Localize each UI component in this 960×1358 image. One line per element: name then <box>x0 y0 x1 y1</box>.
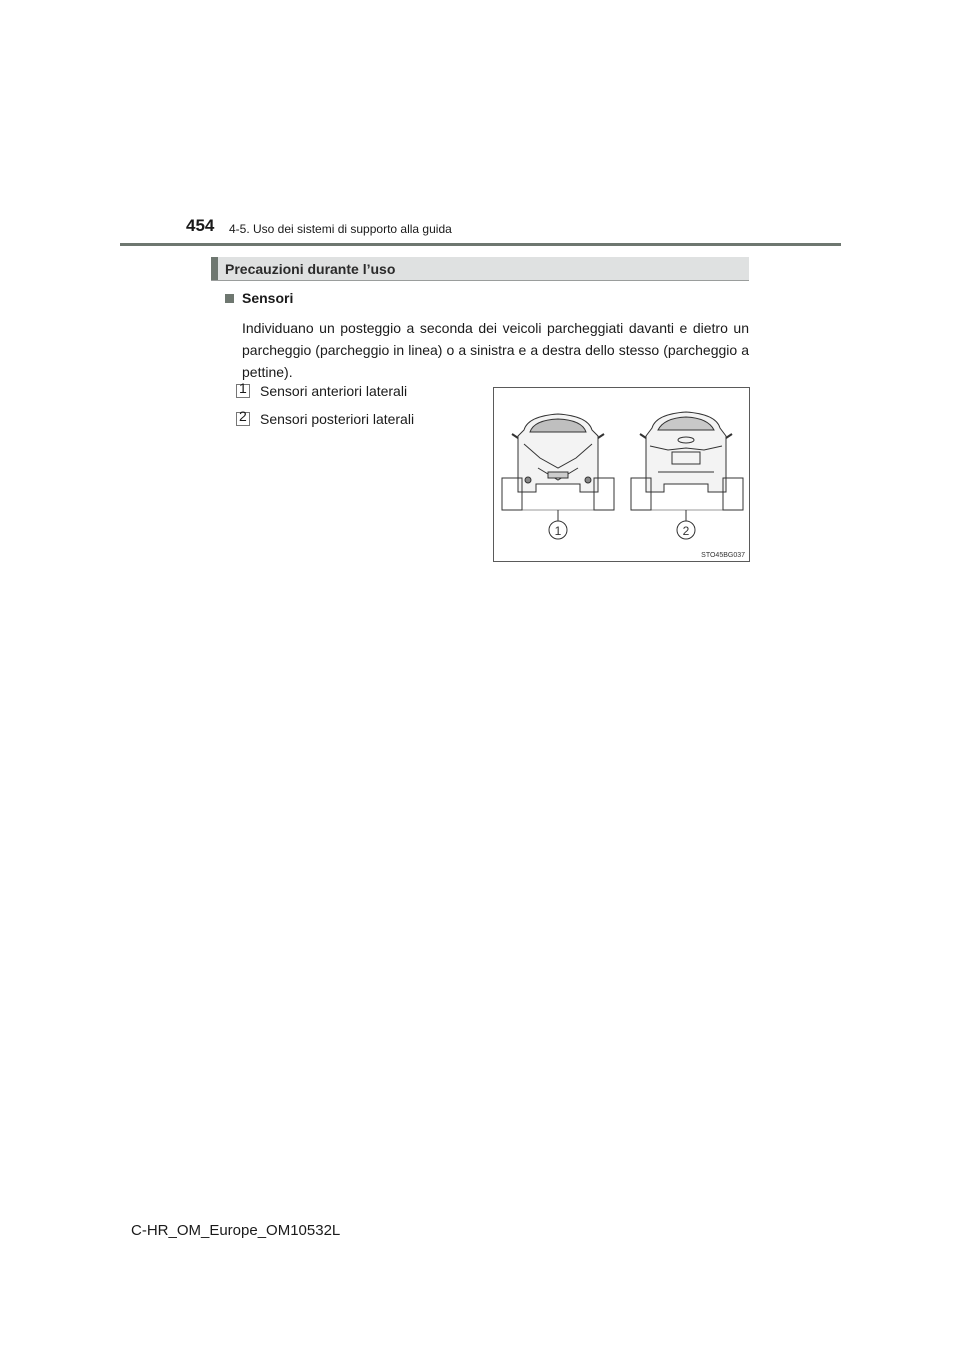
body-paragraph: Individuano un posteggio a seconda dei veicoli parcheggiati davanti e dietro un parcheggio (parcheggio in linea) o a sinistra e a destra dello stesso (parcheggio a pettine). <box>242 320 749 380</box>
legend-label: Sensori anteriori laterali <box>260 383 408 399</box>
car-illustration <box>494 388 751 563</box>
number-badge-icon: 1 <box>236 384 250 398</box>
front-car-illustration <box>512 414 604 492</box>
number-badge-icon: 2 <box>236 412 250 426</box>
section-title: Precauzioni durante l’uso <box>225 261 396 277</box>
subheading <box>225 290 293 306</box>
running-header: 4-5. Uso dei sistemi di supporto alla guida <box>229 222 452 236</box>
page-number: 454 <box>186 216 215 235</box>
section-bar-accent <box>211 257 218 280</box>
subheading-text: Sensori <box>242 290 294 306</box>
figure-code: STO45BG037 <box>701 552 745 559</box>
callout-label-1: 1 <box>554 524 562 538</box>
footer-doc-id: C-HR_OM_Europe_OM10532L <box>131 1222 341 1239</box>
sensor-diagram <box>493 387 750 562</box>
legend-label: Sensori posteriori laterali <box>260 411 415 427</box>
square-bullet-icon <box>225 294 234 303</box>
callout-label-2: 2 <box>682 524 690 538</box>
legend-item-2 <box>236 408 415 427</box>
section-bar <box>211 257 749 281</box>
header-rule <box>120 243 841 246</box>
rear-car-illustration <box>640 412 732 492</box>
legend-item-1 <box>236 380 408 399</box>
